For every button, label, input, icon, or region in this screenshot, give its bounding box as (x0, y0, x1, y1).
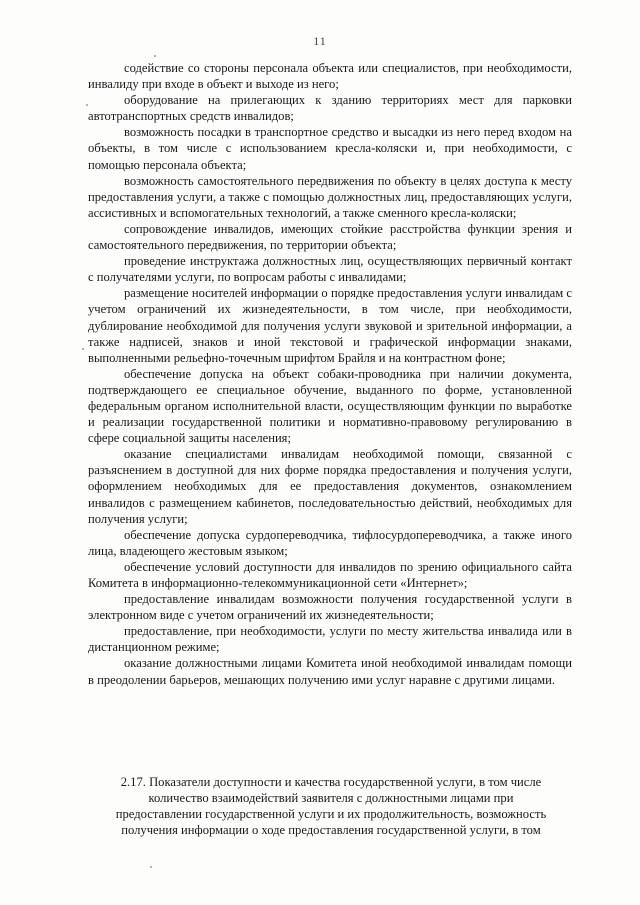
section-heading-line: получения информации о ходе предоставления государственной услуги, в том (121, 823, 541, 838)
section-heading-line: 2.17. Показатели доступности и качества государственной услуги, в том числе (120, 775, 542, 789)
scan-speck (86, 104, 88, 106)
paragraph: предоставление, при необходимости, услуги по месту жительства инвалида или в дистанционном режиме; (88, 624, 572, 655)
paragraph: обеспечение условий доступности для инвалидов по зрению официального сайта Комитета в информационно-телекоммуникационной сети «Интернет»; (88, 559, 572, 590)
page-number: 11 (313, 34, 327, 48)
section-heading-line: предоставлении государственной услуги и их продолжительность, возможность (115, 807, 547, 822)
scan-speck (82, 348, 84, 350)
document-body (88, 60, 572, 688)
paragraph: содействие со стороны персонала объекта или специалистов, при необходимости, инвалиду при входе в объект и выходе из него; (88, 61, 572, 92)
paragraph: оказание должностными лицами Комитета иной необходимой инвалидам помощи в преодолении барьеров, мешающих получению ими услуг наравне с другими лицами. (88, 656, 572, 687)
section-heading (88, 774, 574, 838)
paragraph: возможность посадки в транспортное средство и высадки из него перед входом на объекты, в том числе с использованием кресла-коляски и, при необходимости, с помощью персонала объекта; (88, 125, 572, 172)
paragraph: предоставление инвалидам возможности получения государственной услуги в электронном виде с учетом ограничений их жизнедеятельности; (88, 592, 572, 623)
scan-speck (150, 866, 152, 868)
paragraph: обеспечение допуска сурдопереводчика, тифлосурдопереводчика, а также иного лица, владеющего жестовым языком; (88, 527, 572, 558)
paragraph: обеспечение допуска на объект собаки-проводника при наличии документа, подтверждающего ее специальное обучение, выданного по форме, установленной федеральным органом исполнительной власти, осуществляющим функции по выработке и реализации государственной политики и нормативно-правовому регулированию в сфере социальной защиты населения; (88, 366, 572, 446)
paragraph: проведение инструктажа должностных лиц, осуществляющих первичный контакт с получателями услуги, по вопросам работы с инвалидами; (88, 254, 572, 285)
paragraph: сопровождение инвалидов, имеющих стойкие расстройства функции зрения и самостоятельного передвижения, по территории объекта; (88, 221, 572, 253)
paragraph: оказание специалистами инвалидам необходимой помощи, связанной с разъяснением в доступной для них форме порядка предоставления и получения услуги, оформлением необходимых для ее предоставления документов, ознакомлением инвалидов с размещением кабинетов, последовательностью действий, необходимых для получения услуги; (88, 447, 572, 526)
section-heading-line: количество взаимодействий заявителя с должностными лицами при (148, 791, 514, 806)
paragraph: оборудование на прилегающих к зданию территориях мест для парковки автотранспортных средств инвалидов; (88, 93, 572, 124)
paragraph: возможность самостоятельного передвижения по объекту в целях доступа к месту предоставления услуги, а также с помощью должностных лиц, предоставляющих услуги, ассистивных и вспомогательных технологий, а также сменного кресла-коляски; (88, 173, 572, 220)
scan-speck (154, 55, 156, 57)
paragraph: размещение носителей информации о порядке предоставления услуги инвалидам с учетом ограничений их жизнедеятельности, в том числе, при необходимости, дублирование необходимой для получения услуги звуковой и зрительной информации, а также надписей, знаков и иной текстовой и графической информации знаками, выполненными рельефно-точечным шрифтом Брайля и на контрастном фоне; (88, 286, 572, 365)
